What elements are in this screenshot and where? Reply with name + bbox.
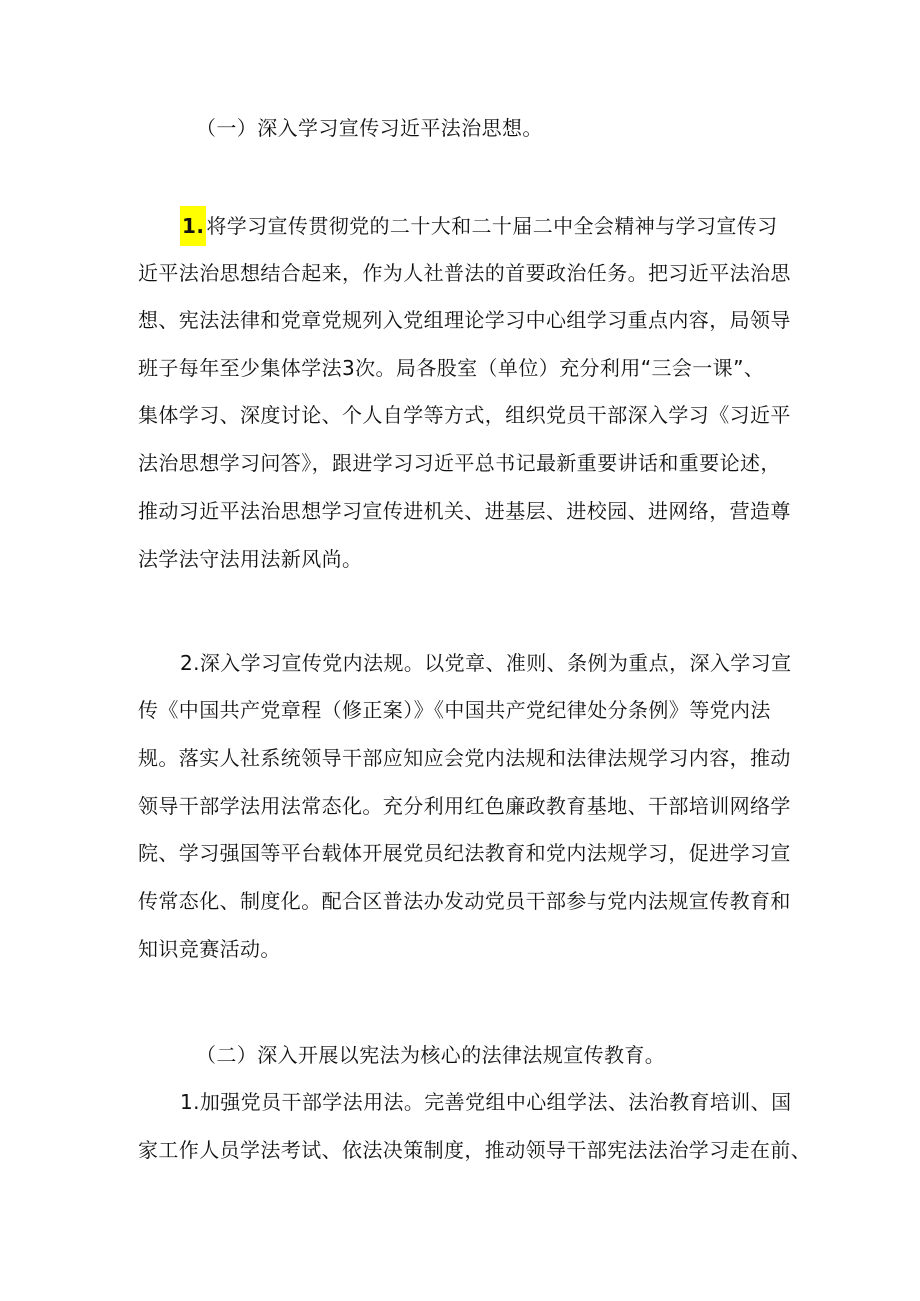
paragraph-line: 家工作人员学法考试、依法决策制度，推动领导干部宪法法治学习走在前、: [138, 1138, 812, 1162]
paragraph-line: 想、宪法法律和党章党规列入党组理论学习中心组学习重点内容，局领导: [138, 308, 791, 332]
section-2-heading: （二）深入开展以宪法为核心的法律法规宣传教育。: [196, 1043, 666, 1067]
paragraph-line: 班子每年至少集体学法3次。局各股室（单位）充分利用“三会一课”、: [138, 356, 765, 380]
paragraph-line: 法学法守法用法新风尚。: [138, 547, 363, 571]
highlighted-item-number: 1.: [180, 206, 206, 246]
section-1-item-2-first-line: 2.深入学习宣传党内法规。以党章、准则、条例为重点，深入学习宣: [180, 651, 792, 675]
paragraph-line: 法治思想学习问答》，跟进学习习近平总书记最新重要讲话和重要论述，: [138, 451, 781, 475]
paragraph-line: 传《中国共产党章程（修正案）》《中国共产党纪律处分条例》等党内法: [138, 698, 771, 722]
paragraph-line: 传常态化、制度化。配合区普法办发动党员干部参与党内法规宣传教育和: [138, 889, 791, 913]
paragraph-line: 推动习近平法治思想学习宣传进机关、进基层、进校园、进网络，营造尊: [138, 499, 791, 523]
paragraph-line: 规。落实人社系统领导干部应知应会党内法规和法律法规学习内容，推动: [138, 746, 791, 770]
section-1-heading: （一）深入学习宣传习近平法治思想。: [196, 116, 543, 140]
paragraph-line: 知识竞赛活动。: [138, 937, 281, 961]
paragraph-line: 领导干部学法用法常态化。充分利用红色廉政教育基地、干部培训网络学: [138, 794, 791, 818]
paragraph-line: 集体学习、深度讨论、个人自学等方式，组织党员干部深入学习《习近平: [138, 403, 791, 427]
paragraph-line: 近平法治思想结合起来，作为人社普法的首要政治任务。把习近平法治思: [138, 261, 791, 285]
section-2-item-1-first-line: 1.加强党员干部学法用法。完善党组中心组学法、法治教育培训、国: [180, 1090, 792, 1114]
paragraph-line: 院、学习强国等平台载体开展党员纪法教育和党内法规学习，促进学习宣: [138, 841, 791, 865]
item-1-lead-text: 将学习宣传贯彻党的二十大和二十届二中全会精神与学习宣传习: [206, 214, 778, 238]
section-1-item-1-first-line: [180, 212, 778, 240]
